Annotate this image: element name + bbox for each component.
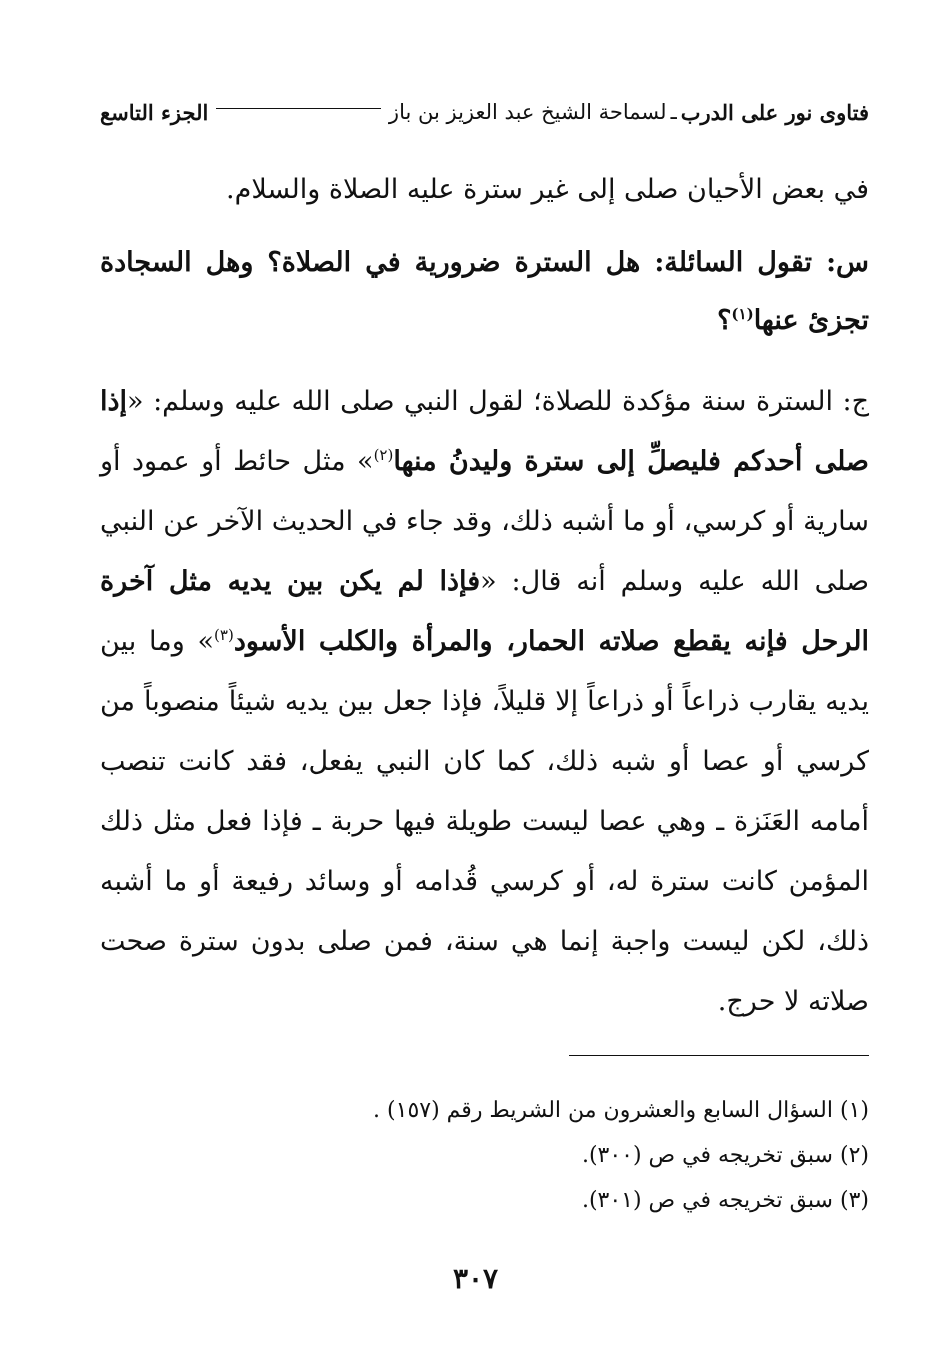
header-author: لسماحة الشيخ عبد العزيز بن باز <box>388 100 667 124</box>
footnote-3: (٣) سبق تخريجه في ص (٣٠١). <box>581 1188 869 1213</box>
running-header <box>100 92 869 132</box>
header-rule <box>216 108 381 109</box>
hadith-quote-2: فإذا لم يكن بين يديه مثل آخرة الرحل فإنه يقطع صلاته الحمار، والمرأة والكلب الأسود <box>100 566 869 657</box>
footnote-rule <box>569 1055 869 1056</box>
footnote-2: (٢) سبق تخريجه في ص (٣٠٠). <box>581 1143 869 1168</box>
footnote-ref-2: (٢) <box>373 446 394 464</box>
page-number: ٣٠٧ <box>452 1262 499 1295</box>
answer-text-3: » وما بين يديه يقارب ذراعاً أو ذراعاً إلا قليلاً، فإذا جعل بين يديه شيئاً منصوباً من كرسي أو عصا أو شبه ذلك، كما كان النبي يفعل، فقد كانت تنصب أمامه العَنَزة ـ وهي عصا ليست طويلة فيها حربة ـ فإذا فعل مثل ذلك المؤمن كانت سترة له، أو كرسي قُدامه أو وسائد رفيعة أو ما أشبه ذلك، لكن ليست واجبة إنما هي سنة، فمن صلى بدون سترة صحت صلاته لا حرج. <box>100 626 869 1017</box>
footnotes <box>100 1088 869 1223</box>
question-text: س: تقول السائلة: هل السترة ضرورية في الصلاة؟ وهل السجادة تجزئ عنها <box>100 247 869 336</box>
answer-paragraph <box>100 372 869 1032</box>
footnote-ref-3: (٣) <box>214 626 234 644</box>
header-part: الجزء التاسع <box>100 99 209 125</box>
header-book-title: فتاوى نور على الدرب <box>680 99 869 125</box>
answer-text-1: ج: السترة سنة مؤكدة للصلاة؛ لقول النبي صلى الله عليه وسلم: « <box>127 386 869 417</box>
page-body <box>100 160 869 1032</box>
question-paragraph <box>100 234 869 350</box>
question-mark: ؟ <box>717 305 732 336</box>
hadith-quote-1: إذا صلى أحدكم فليصلِّ إلى سترة وليدنُ منها <box>100 386 869 477</box>
answer-text-2: » مثل حائط أو عمود أو سارية أو كرسي، أو ما أشبه ذلك، وقد جاء في الحديث الآخر عن النبي صلى الله عليه وسلم أنه قال: « <box>100 446 869 597</box>
continuation-text: في بعض الأحيان صلى إلى غير سترة عليه الصلاة والسلام. <box>226 174 869 205</box>
header-separator: ـ <box>670 100 677 124</box>
footnote-ref-1: (١) <box>731 305 754 323</box>
footnote-1: (١) السؤال السابع والعشرون من الشريط رقم (١٥٧) . <box>373 1098 869 1123</box>
